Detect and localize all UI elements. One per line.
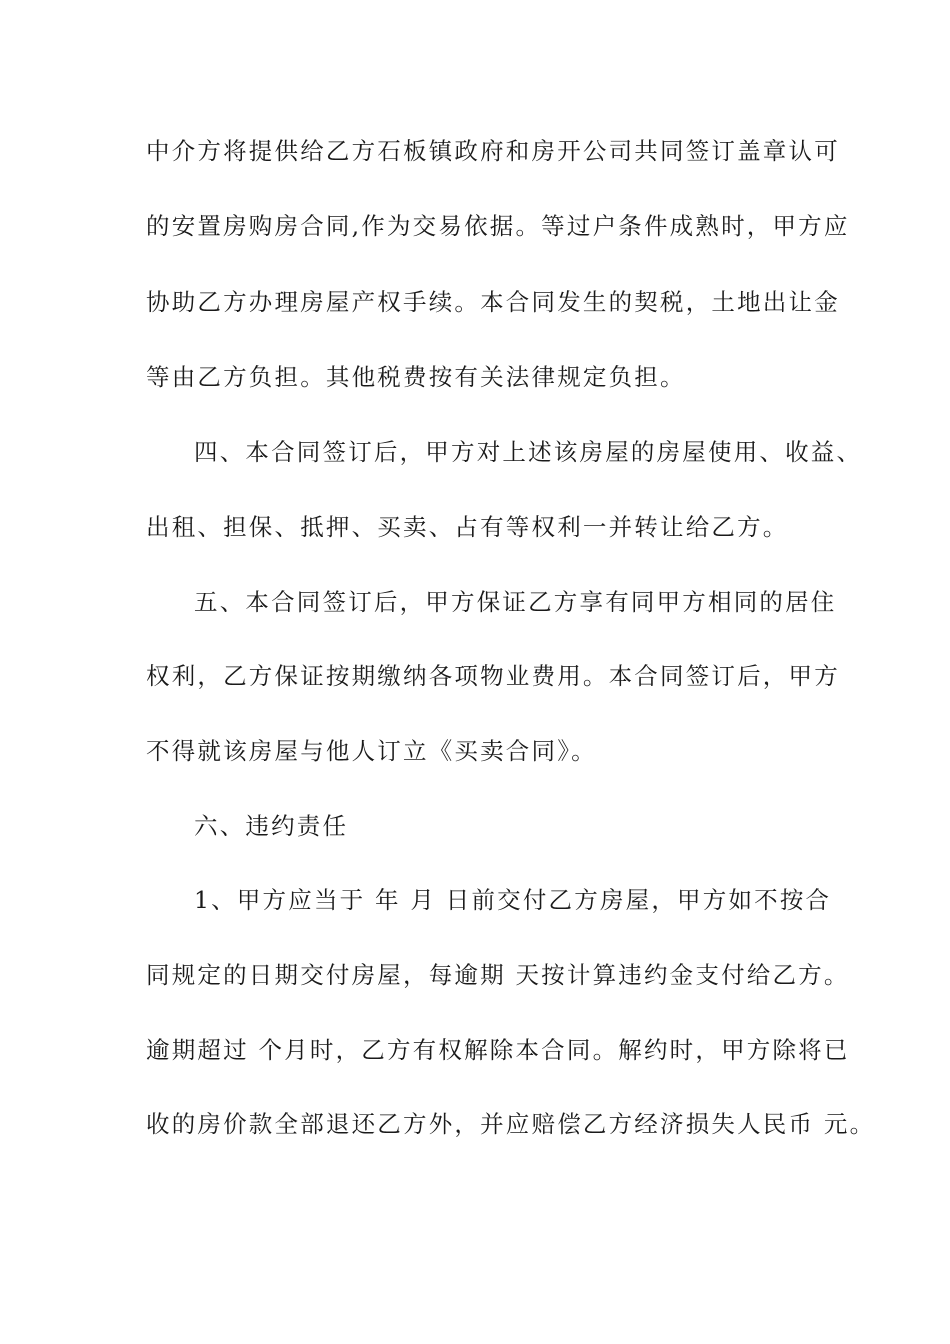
paragraph-line: 的安置房购房合同,作为交易依据。等过户条件成熟时，甲方应 [146,212,850,240]
section-heading: 六、违约责任 [194,812,349,840]
paragraph-line: 同规定的日期交付房屋，每逾期 天按计算违约金支付给乙方。 [146,961,850,989]
clause-item-line: 1、甲方应当于 年 月 日前交付乙方房屋，甲方如不按合 [194,886,832,914]
paragraph-line: 权利，乙方保证按期缴纳各项物业费用。本合同签订后，甲方 [146,662,840,690]
clause-five-line: 五、本合同签订后，甲方保证乙方享有同甲方相同的居住 [194,588,837,616]
paragraph-line: 不得就该房屋与他人订立《买卖合同》。 [146,737,597,765]
paragraph-line: 中介方将提供给乙方石板镇政府和房开公司共同签订盖章认可 [146,137,840,165]
clause-four-line: 四、本合同签订后，甲方对上述该房屋的房屋使用、收益、 [194,438,863,466]
paragraph-line: 协助乙方办理房屋产权手续。本合同发生的契税，土地出让金 [146,288,840,316]
paragraph-line: 出租、担保、抵押、买卖、占有等权利一并转让给乙方。 [146,513,789,541]
paragraph-line: 收的房价款全部退还乙方外，并应赔偿乙方经济损失人民币 元。 [146,1110,876,1138]
paragraph-line: 等由乙方负担。其他税费按有关法律规定负担。 [146,363,686,391]
paragraph-line: 逾期超过 个月时，乙方有权解除本合同。解约时，甲方除将已 [146,1036,850,1064]
